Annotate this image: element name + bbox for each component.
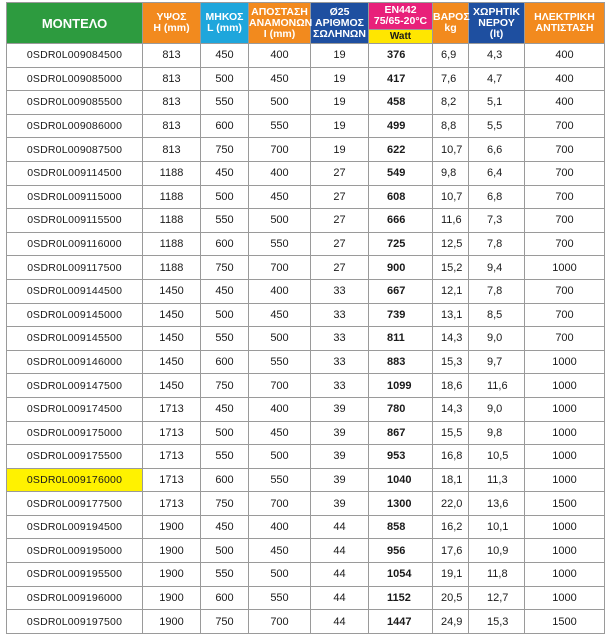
cell-power: 458 [369,91,433,115]
table-row [7,91,605,115]
cell-electric-heater: 700 [525,279,605,303]
cell-height: 1450 [143,350,201,374]
table-row [7,539,605,563]
cell-water-capacity: 10,9 [469,539,525,563]
header-pipes: Ø25 ΑΡΙΘΜΟΣ ΣΩΛΗΝΩΝ [311,3,369,44]
cell-connection-distance: 450 [249,539,311,563]
table-row [7,468,605,492]
header-electric-heater: ΗΛΕΚΤΡΙΚΗ ΑΝΤΙΣΤΑΣΗ [525,3,605,44]
cell-pipes: 19 [311,44,369,68]
cell-weight: 10,7 [433,185,469,209]
cell-electric-heater: 1000 [525,397,605,421]
cell-height: 1188 [143,161,201,185]
cell-power: 953 [369,445,433,469]
cell-height: 813 [143,67,201,91]
cell-power: 1099 [369,374,433,398]
table-row [7,445,605,469]
cell-pipes: 44 [311,610,369,634]
cell-model: 0SDR0L009145000 [7,303,143,327]
cell-water-capacity: 5,1 [469,91,525,115]
cell-height: 1900 [143,586,201,610]
table-row [7,492,605,516]
cell-electric-heater: 1000 [525,563,605,587]
cell-model: 0SDR0L009084500 [7,44,143,68]
header-model: ΜΟΝΤΕΛΟ [7,3,143,44]
cell-weight: 13,1 [433,303,469,327]
cell-power: 622 [369,138,433,162]
cell-length: 750 [201,374,249,398]
cell-length: 500 [201,67,249,91]
cell-pipes: 27 [311,185,369,209]
cell-weight: 9,8 [433,161,469,185]
cell-power: 1054 [369,563,433,587]
cell-pipes: 44 [311,539,369,563]
cell-length: 550 [201,91,249,115]
cell-electric-heater: 700 [525,114,605,138]
cell-connection-distance: 450 [249,303,311,327]
cell-connection-distance: 550 [249,468,311,492]
cell-connection-distance: 500 [249,327,311,351]
cell-pipes: 39 [311,421,369,445]
cell-height: 1713 [143,421,201,445]
cell-length: 500 [201,421,249,445]
cell-model: 0SDR0L009087500 [7,138,143,162]
cell-water-capacity: 12,7 [469,586,525,610]
header-length: ΜΗΚΟΣ L (mm) [201,3,249,44]
cell-pipes: 39 [311,468,369,492]
cell-water-capacity: 9,8 [469,421,525,445]
cell-model: 0SDR0L009145500 [7,327,143,351]
table-row [7,374,605,398]
cell-connection-distance: 400 [249,161,311,185]
cell-height: 1450 [143,374,201,398]
cell-weight: 14,3 [433,397,469,421]
cell-connection-distance: 550 [249,232,311,256]
cell-connection-distance: 700 [249,138,311,162]
cell-power: 417 [369,67,433,91]
cell-length: 600 [201,114,249,138]
cell-power: 858 [369,515,433,539]
cell-power: 1447 [369,610,433,634]
cell-power: 956 [369,539,433,563]
cell-weight: 19,1 [433,563,469,587]
cell-height: 1713 [143,468,201,492]
cell-power: 900 [369,256,433,280]
cell-length: 550 [201,445,249,469]
cell-pipes: 39 [311,397,369,421]
cell-electric-heater: 700 [525,327,605,351]
header-power-unit: Watt [369,29,432,43]
cell-water-capacity: 6,6 [469,138,525,162]
cell-pipes: 33 [311,327,369,351]
table-row [7,327,605,351]
cell-weight: 15,5 [433,421,469,445]
cell-water-capacity: 4,7 [469,67,525,91]
table-row [7,114,605,138]
table-row [7,303,605,327]
cell-power: 376 [369,44,433,68]
cell-electric-heater: 700 [525,232,605,256]
cell-length: 450 [201,44,249,68]
cell-weight: 18,6 [433,374,469,398]
cell-connection-distance: 500 [249,209,311,233]
cell-connection-distance: 450 [249,185,311,209]
cell-weight: 12,1 [433,279,469,303]
cell-weight: 15,2 [433,256,469,280]
cell-height: 1900 [143,539,201,563]
cell-water-capacity: 7,8 [469,232,525,256]
header-weight: ΒΑΡΟΣ kg [433,3,469,44]
table-row [7,397,605,421]
cell-electric-heater: 1000 [525,350,605,374]
cell-electric-heater: 1000 [525,445,605,469]
cell-model: 0SDR0L009147500 [7,374,143,398]
header-connection-distance: ΑΠΟΣΤΑΣΗ ΑΝΑΜΟΝΩΝ I (mm) [249,3,311,44]
cell-model: 0SDR0L009116000 [7,232,143,256]
table-row [7,515,605,539]
cell-water-capacity: 11,3 [469,468,525,492]
header-height: ΥΨΟΣ H (mm) [143,3,201,44]
cell-height: 813 [143,138,201,162]
cell-height: 1713 [143,445,201,469]
cell-connection-distance: 550 [249,586,311,610]
cell-weight: 12,5 [433,232,469,256]
cell-water-capacity: 9,4 [469,256,525,280]
cell-connection-distance: 500 [249,91,311,115]
cell-power: 725 [369,232,433,256]
cell-length: 450 [201,515,249,539]
cell-pipes: 39 [311,445,369,469]
cell-length: 600 [201,350,249,374]
table-row [7,44,605,68]
cell-model: 0SDR0L009197500 [7,610,143,634]
table-row [7,279,605,303]
cell-weight: 14,3 [433,327,469,351]
cell-model: 0SDR0L009177500 [7,492,143,516]
cell-power: 666 [369,209,433,233]
header-water-capacity: ΧΩΡΗΤΙΚ ΝΕΡΟΥ (lt) [469,3,525,44]
cell-length: 600 [201,468,249,492]
cell-power: 883 [369,350,433,374]
cell-electric-heater: 1000 [525,586,605,610]
table-row [7,209,605,233]
cell-length: 450 [201,161,249,185]
cell-connection-distance: 400 [249,515,311,539]
cell-power: 549 [369,161,433,185]
cell-length: 550 [201,563,249,587]
cell-weight: 16,8 [433,445,469,469]
cell-water-capacity: 9,7 [469,350,525,374]
cell-height: 1188 [143,209,201,233]
cell-length: 500 [201,185,249,209]
cell-water-capacity: 6,8 [469,185,525,209]
cell-length: 750 [201,138,249,162]
cell-pipes: 44 [311,515,369,539]
table-row [7,232,605,256]
cell-electric-heater: 400 [525,67,605,91]
table-row [7,138,605,162]
cell-length: 450 [201,397,249,421]
cell-pipes: 19 [311,138,369,162]
cell-water-capacity: 15,3 [469,610,525,634]
cell-model: 0SDR0L009174500 [7,397,143,421]
cell-weight: 10,7 [433,138,469,162]
cell-water-capacity: 4,3 [469,44,525,68]
cell-height: 813 [143,44,201,68]
cell-electric-heater: 700 [525,185,605,209]
cell-pipes: 39 [311,492,369,516]
cell-weight: 6,9 [433,44,469,68]
cell-electric-heater: 1000 [525,256,605,280]
cell-pipes: 27 [311,232,369,256]
table-row [7,185,605,209]
cell-electric-heater: 1000 [525,539,605,563]
cell-pipes: 19 [311,91,369,115]
cell-water-capacity: 10,5 [469,445,525,469]
cell-length: 550 [201,209,249,233]
cell-length: 450 [201,279,249,303]
cell-water-capacity: 10,1 [469,515,525,539]
cell-length: 600 [201,232,249,256]
cell-model: 0SDR0L009175500 [7,445,143,469]
cell-electric-heater: 1000 [525,515,605,539]
cell-model: 0SDR0L009195500 [7,563,143,587]
spec-table-container [6,2,604,634]
cell-electric-heater: 700 [525,161,605,185]
cell-water-capacity: 6,4 [469,161,525,185]
cell-model: 0SDR0L009195000 [7,539,143,563]
cell-connection-distance: 550 [249,350,311,374]
cell-connection-distance: 700 [249,492,311,516]
cell-connection-distance: 700 [249,610,311,634]
cell-connection-distance: 400 [249,279,311,303]
cell-electric-heater: 400 [525,44,605,68]
cell-weight: 22,0 [433,492,469,516]
cell-length: 750 [201,256,249,280]
cell-length: 550 [201,327,249,351]
cell-power: 1040 [369,468,433,492]
table-row [7,421,605,445]
cell-electric-heater: 1500 [525,492,605,516]
cell-pipes: 19 [311,67,369,91]
cell-connection-distance: 550 [249,114,311,138]
cell-pipes: 44 [311,563,369,587]
cell-water-capacity: 8,5 [469,303,525,327]
cell-water-capacity: 7,3 [469,209,525,233]
cell-weight: 24,9 [433,610,469,634]
cell-water-capacity: 9,0 [469,397,525,421]
cell-power: 867 [369,421,433,445]
cell-length: 500 [201,539,249,563]
cell-connection-distance: 450 [249,67,311,91]
cell-water-capacity: 7,8 [469,279,525,303]
cell-power: 608 [369,185,433,209]
table-body [7,44,605,634]
cell-model: 0SDR0L009196000 [7,586,143,610]
table-row [7,67,605,91]
cell-electric-heater: 700 [525,303,605,327]
cell-connection-distance: 500 [249,445,311,469]
cell-height: 813 [143,91,201,115]
cell-weight: 18,1 [433,468,469,492]
cell-water-capacity: 11,6 [469,374,525,398]
cell-pipes: 33 [311,374,369,398]
cell-electric-heater: 400 [525,91,605,115]
cell-length: 600 [201,586,249,610]
cell-model: 0SDR0L009086000 [7,114,143,138]
cell-height: 1450 [143,303,201,327]
cell-pipes: 33 [311,350,369,374]
cell-length: 750 [201,492,249,516]
cell-water-capacity: 9,0 [469,327,525,351]
cell-height: 1713 [143,397,201,421]
cell-pipes: 19 [311,114,369,138]
cell-weight: 20,5 [433,586,469,610]
cell-pipes: 33 [311,279,369,303]
cell-power: 780 [369,397,433,421]
cell-model: 0SDR0L009117500 [7,256,143,280]
cell-model: 0SDR0L009144500 [7,279,143,303]
cell-pipes: 27 [311,256,369,280]
table-row [7,563,605,587]
cell-power: 499 [369,114,433,138]
header-power: EN442 75/65-20°C Watt [369,3,433,44]
cell-connection-distance: 450 [249,421,311,445]
cell-electric-heater: 700 [525,209,605,233]
cell-pipes: 27 [311,209,369,233]
cell-weight: 15,3 [433,350,469,374]
table-row [7,256,605,280]
cell-water-capacity: 11,8 [469,563,525,587]
cell-model: 0SDR0L009085500 [7,91,143,115]
cell-weight: 17,6 [433,539,469,563]
cell-electric-heater: 1500 [525,610,605,634]
cell-height: 1188 [143,256,201,280]
cell-model: 0SDR0L009115500 [7,209,143,233]
cell-height: 1900 [143,610,201,634]
table-row [7,610,605,634]
cell-connection-distance: 400 [249,44,311,68]
cell-height: 1900 [143,515,201,539]
cell-model: 0SDR0L009176000 [7,468,143,492]
cell-power: 1152 [369,586,433,610]
header-row [7,3,605,44]
table-row [7,161,605,185]
cell-length: 500 [201,303,249,327]
cell-height: 1450 [143,327,201,351]
spec-table [6,2,605,634]
cell-weight: 7,6 [433,67,469,91]
cell-height: 813 [143,114,201,138]
cell-model: 0SDR0L009146000 [7,350,143,374]
cell-model: 0SDR0L009175000 [7,421,143,445]
cell-model: 0SDR0L009194500 [7,515,143,539]
cell-pipes: 27 [311,161,369,185]
cell-model: 0SDR0L009085000 [7,67,143,91]
cell-electric-heater: 700 [525,138,605,162]
cell-height: 1713 [143,492,201,516]
cell-water-capacity: 13,6 [469,492,525,516]
cell-electric-heater: 1000 [525,374,605,398]
table-row [7,350,605,374]
cell-height: 1188 [143,232,201,256]
cell-weight: 11,6 [433,209,469,233]
cell-model: 0SDR0L009114500 [7,161,143,185]
cell-electric-heater: 1000 [525,468,605,492]
cell-connection-distance: 700 [249,374,311,398]
cell-power: 1300 [369,492,433,516]
cell-power: 811 [369,327,433,351]
cell-height: 1450 [143,279,201,303]
cell-power: 667 [369,279,433,303]
cell-height: 1188 [143,185,201,209]
cell-weight: 8,8 [433,114,469,138]
cell-length: 750 [201,610,249,634]
cell-model: 0SDR0L009115000 [7,185,143,209]
cell-connection-distance: 500 [249,563,311,587]
cell-pipes: 44 [311,586,369,610]
cell-power: 739 [369,303,433,327]
cell-connection-distance: 400 [249,397,311,421]
cell-pipes: 33 [311,303,369,327]
cell-connection-distance: 700 [249,256,311,280]
cell-water-capacity: 5,5 [469,114,525,138]
cell-electric-heater: 1000 [525,421,605,445]
cell-weight: 16,2 [433,515,469,539]
cell-height: 1900 [143,563,201,587]
cell-weight: 8,2 [433,91,469,115]
